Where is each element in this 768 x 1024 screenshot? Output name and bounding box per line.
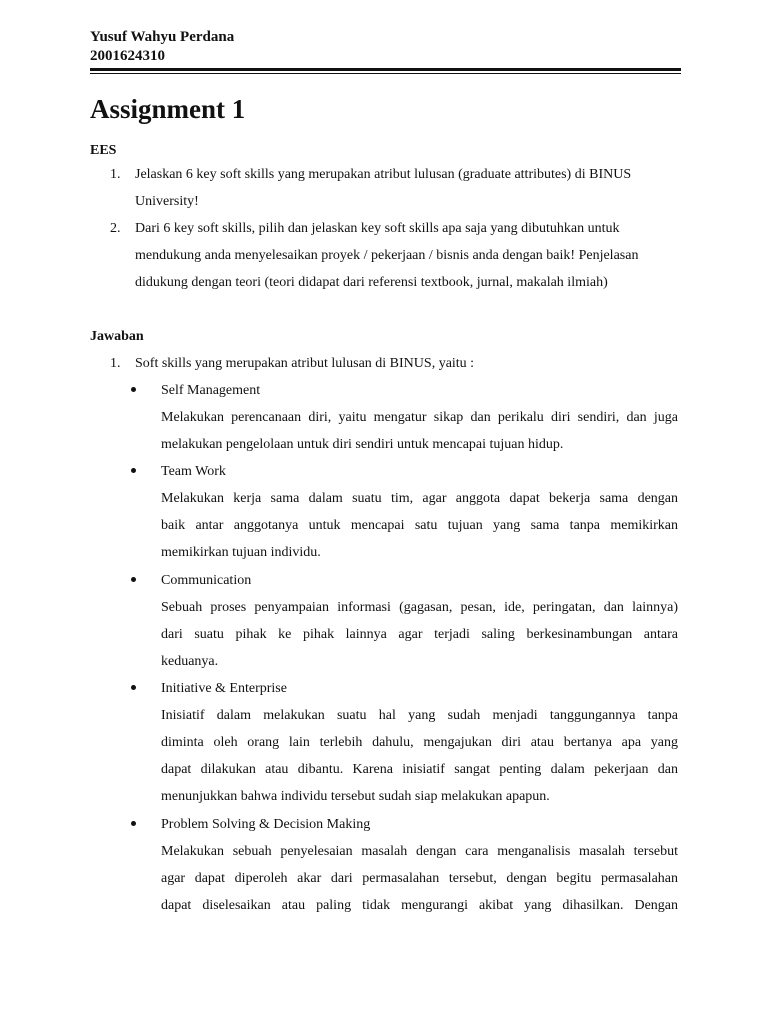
skill-description-line: agar dapat diperoleh akar dari permasalahan tersebut, dengan begitu permasalahan xyxy=(161,871,678,886)
question-1-line-2: University! xyxy=(135,194,199,209)
ees-heading: EES xyxy=(90,143,117,158)
skill-description-line: diminta oleh orang lain terlebih dahulu, mengajukan diri atau bertanya apa yang xyxy=(161,735,678,750)
header-rule-thick xyxy=(90,68,681,71)
question-2-line-1: Dari 6 key soft skills, pilih dan jelaskan key soft skills apa saja yang dibutuhkan untuk xyxy=(135,221,620,236)
skill-title: Team Work xyxy=(161,464,226,479)
bullet-icon xyxy=(131,382,136,400)
student-id: 2001624310 xyxy=(90,48,165,64)
bullet-icon xyxy=(131,816,136,834)
question-2-line-2: mendukung anda menyelesaikan proyek / pekerjaan / bisnis anda dengan baik! Penjelasan xyxy=(135,248,639,263)
skill-title: Problem Solving & Decision Making xyxy=(161,817,371,832)
skill-title: Communication xyxy=(161,573,252,588)
skill-description-line: Inisiatif dalam melakukan suatu hal yang sudah menjadi tanggungannya tanpa xyxy=(161,708,678,723)
skill-title: Self Management xyxy=(161,383,261,398)
skill-description-line: Sebuah proses penyampaian informasi (gagasan, pesan, ide, peringatan, dan lainnya) xyxy=(161,600,678,615)
skill-description-line: Melakukan sebuah penyelesaian masalah dengan cara menganalisis masalah tersebut xyxy=(161,844,678,859)
question-2-line-3: didukung dengan teori (teori didapat dari referensi textbook, jurnal, makalah ilmiah) xyxy=(135,275,608,290)
answer-1-number: 1. xyxy=(110,356,121,371)
skill-description-line: dapat diselesaikan atau paling tidak mengurangi akibat yang dihasilkan. Dengan xyxy=(161,898,678,913)
question-1-number: 1. xyxy=(110,167,121,182)
skill-description-line: keduanya. xyxy=(161,654,219,669)
skill-description-line: menunjukkan bahwa individu tersebut sudah siap melakukan apapun. xyxy=(161,789,550,804)
question-2-number: 2. xyxy=(110,221,121,236)
skill-title: Initiative & Enterprise xyxy=(161,681,287,696)
skill-description-line: memikirkan tujuan individu. xyxy=(161,545,321,560)
author-name: Yusuf Wahyu Perdana xyxy=(90,29,235,45)
skill-description-line: dari suatu pihak ke pihak lainnya agar terjadi saling berkesinambungan antara xyxy=(161,627,678,642)
header-rule-thin xyxy=(90,73,681,74)
jawaban-heading: Jawaban xyxy=(90,329,144,344)
skill-description-line: baik antar anggotanya untuk mencapai satu tujuan yang sama tanpa memikirkan xyxy=(161,518,678,533)
bullet-icon xyxy=(131,463,136,481)
skill-description-line: melakukan pengelolaan untuk diri sendiri untuk mencapai tujuan hidup. xyxy=(161,437,564,452)
bullet-icon xyxy=(131,572,136,590)
skill-description-line: Melakukan perencanaan diri, yaitu mengatur sikap dan perikalu diri sendiri, dan juga xyxy=(161,410,678,425)
bullet-icon xyxy=(131,680,136,698)
answer-1-intro: Soft skills yang merupakan atribut lulusan di BINUS, yaitu : xyxy=(135,356,475,371)
question-1-line-1: Jelaskan 6 key soft skills yang merupakan atribut lulusan (graduate attributes) di BINUS xyxy=(135,167,632,182)
page-title: Assignment 1 xyxy=(90,94,246,124)
skill-description-line: dapat dilakukan atau dibantu. Karena inisiatif sangat penting dalam pekerjaan dan xyxy=(161,762,678,777)
skill-description-line: Melakukan kerja sama dalam suatu tim, agar anggota dapat bekerja sama dengan xyxy=(161,491,678,506)
